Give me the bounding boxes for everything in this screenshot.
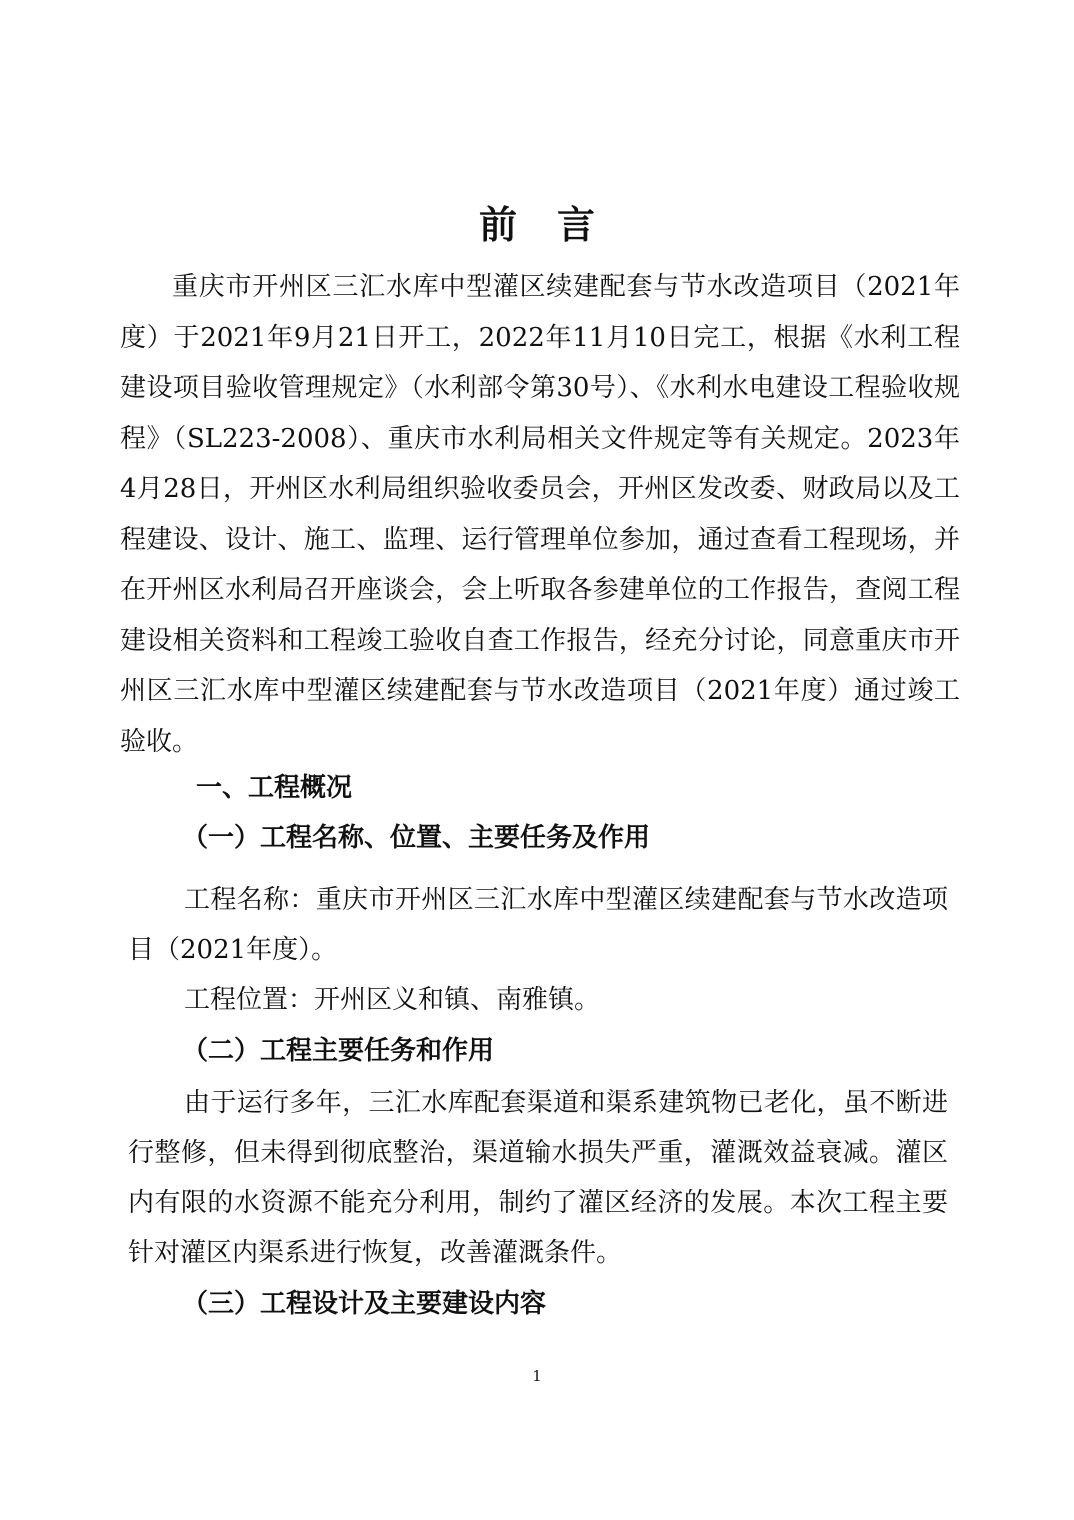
subsection-heading-name-location: （一）工程名称、位置、主要任务及作用 <box>182 823 651 853</box>
section-heading-overview: 一、工程概况 <box>196 773 353 803</box>
project-name-paragraph: 工程名称：重庆市开州区三汇水库中型灌区续建配套与节水改造项目（2021年度）。 <box>128 885 948 965</box>
project-location-line: 工程位置：开州区义和镇、南雅镇。 <box>184 985 601 1015</box>
subsection-heading-tasks: （二）工程主要任务和作用 <box>182 1036 495 1066</box>
page-title: 前言 <box>478 202 635 248</box>
subsection-heading-design: （三）工程设计及主要建设内容 <box>182 1289 547 1319</box>
tasks-paragraph: 由于运行多年，三汇水库配套渠道和渠系建筑物已老化，虽不断进行整修，但未得到彻底整治，渠道输水损失严重，灌溉效益衰减。灌区内有限的水资源不能充分利用，制约了灌区经济的发展。本次工程主要针对灌区内渠系进行恢复，改善灌溉条件。 <box>128 1088 948 1268</box>
intro-paragraph: 重庆市开州区三汇水库中型灌区续建配套与节水改造项目（2021年度）于2021年9月21日开工，2022年11月10日完工，根据《水利工程建设项目验收管理规定》（水利部令第30号）、《水利水电建设工程验收规程》（SL223-2008）、重庆市水利局相关文件规定等有关规定。2023年4月28日，开州区水利局组织验收委员会，开州区发改委、财政局以及工程建设、设计、施工、监理、运行管理单位参加，通过查看工程现场，并在开州区水利局召开座谈会，会上听取各参建单位的工作报告，查阅工程建设相关资料和工程竣工验收自查工作报告，经充分讨论，同意重庆市开州区三汇水库中型灌区续建配套与节水改造项目（2021年度）通过竣工验收。 <box>120 272 960 757</box>
page-number: 1 <box>532 1367 542 1385</box>
